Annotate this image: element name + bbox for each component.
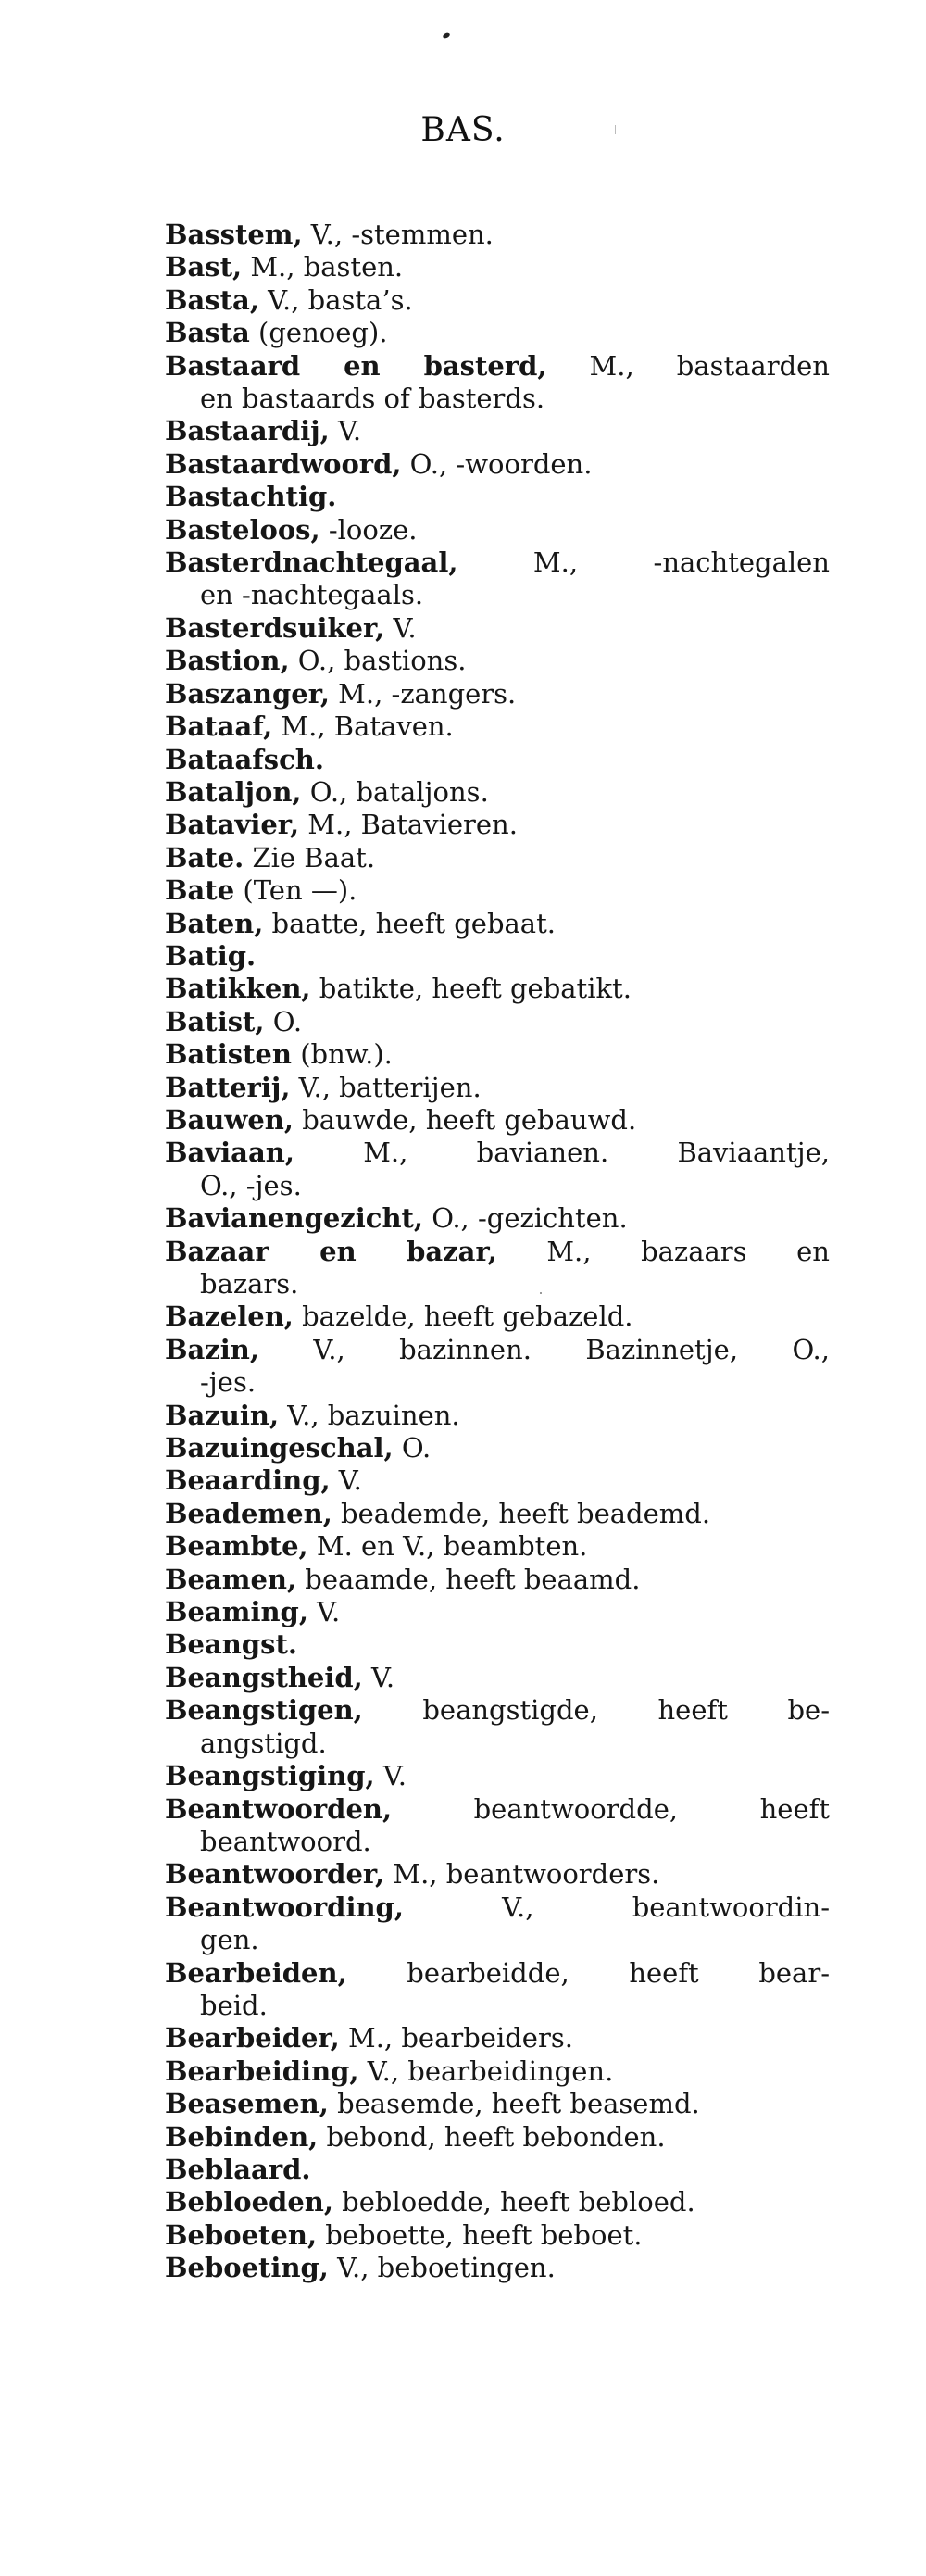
dictionary-entry — [165, 1038, 830, 1071]
dictionary-entry — [165, 1793, 830, 1859]
entry-first-line — [165, 1530, 830, 1563]
entry-headword: Bastaardij, — [165, 415, 330, 447]
entry-definition: (genoeg). — [249, 317, 388, 349]
dictionary-entry — [165, 940, 830, 973]
entry-headword: Beantwoorder, — [165, 1858, 385, 1891]
dictionary-entry — [165, 776, 830, 809]
entry-definition: M. en V., beambten. — [307, 1530, 588, 1563]
entry-first-line — [165, 1858, 830, 1891]
dictionary-entry — [165, 612, 830, 645]
entry-first-line — [165, 415, 830, 447]
entry-definition: O. — [393, 1432, 432, 1464]
entry-first-line — [165, 1564, 830, 1596]
entry-first-line — [165, 1400, 830, 1432]
entry-headword: Batikken, — [165, 973, 311, 1005]
entry-definition: V., basta’s. — [258, 283, 413, 316]
dictionary-entry — [165, 710, 830, 743]
entry-definition: V. — [362, 1661, 395, 1693]
entry-definition: M., basten. — [242, 251, 404, 283]
dictionary-entry — [165, 2022, 830, 2055]
entry-headword: Basterdnachtegaal, — [165, 547, 458, 579]
entry-definition: O., -gezichten. — [423, 1202, 628, 1235]
entry-definition: M., beantwoorders. — [384, 1858, 660, 1891]
dictionary-entry — [165, 842, 830, 874]
entry-headword: Beaarding, — [165, 1464, 331, 1497]
entry-headword: Beangstigen, — [165, 1694, 363, 1727]
entry-headword: Basta, — [165, 283, 259, 316]
entry-first-line — [165, 710, 830, 743]
entry-definition: beantwoordde, heeft — [392, 1792, 830, 1825]
entry-definition: M., bearbeiders. — [339, 2022, 573, 2055]
entry-definition: M., Bataven. — [272, 710, 454, 743]
entry-first-line — [165, 842, 830, 874]
dictionary-entry — [165, 1006, 830, 1038]
entry-continuation: beid. — [200, 1989, 268, 2021]
dictionary-entry — [165, 415, 830, 447]
entry-headword: Bate. — [165, 841, 244, 873]
entry-first-line — [165, 1596, 830, 1628]
entry-first-line — [165, 744, 830, 776]
entry-first-line — [165, 2088, 830, 2120]
entry-definition: beademde, heeft beademd. — [332, 1497, 711, 1529]
entry-headword: Basta — [165, 317, 250, 349]
entry-definition: batikte, heeft gebatikt. — [310, 973, 632, 1005]
entry-definition: M., -zangers. — [329, 677, 517, 710]
entry-headword: Beantwoorden, — [165, 1792, 393, 1825]
entry-headword: Bastaard en basterd, — [165, 349, 547, 382]
entry-definition: -looze. — [319, 513, 418, 546]
entry-definition: bazelde, heeft gebazeld. — [293, 1301, 633, 1333]
dictionary-entry — [165, 1498, 830, 1530]
dictionary-entry — [165, 744, 830, 776]
entry-first-line — [165, 678, 830, 710]
entry-definition: V. — [330, 1464, 362, 1497]
dictionary-entry — [165, 645, 830, 677]
dictionary-entry — [165, 1662, 830, 1694]
entry-headword: Bastaardwoord, — [165, 447, 402, 480]
entry-headword: Baszanger, — [165, 677, 330, 710]
dictionary-entry — [165, 1137, 830, 1202]
entry-headword: Bastachtig. — [165, 481, 337, 513]
entry-definition: M., bastaarden — [546, 349, 830, 382]
dictionary-entry — [165, 678, 830, 710]
entry-headword: Beamen, — [165, 1563, 297, 1595]
dictionary-entry — [165, 350, 830, 416]
entry-first-line — [165, 940, 830, 973]
dictionary-entry — [165, 514, 830, 547]
dictionary-entry — [165, 973, 830, 1005]
dictionary-entry — [165, 547, 830, 612]
dictionary-entry — [165, 251, 830, 283]
entry-definition: M., bazaars en — [496, 1235, 830, 1267]
entry-definition: V., beantwoordin- — [403, 1891, 830, 1923]
entry-headword: Bazin, — [165, 1333, 259, 1365]
entry-first-line — [165, 1628, 830, 1661]
dictionary-entry — [165, 1891, 830, 1957]
dictionary-entry — [165, 1301, 830, 1333]
entry-list — [165, 219, 830, 2285]
entry-headword: Beangst. — [165, 1628, 297, 1661]
entry-first-line — [165, 2252, 830, 2284]
entry-definition: V. — [329, 415, 362, 447]
entry-first-line — [165, 809, 830, 841]
dictionary-entry — [165, 1464, 830, 1497]
entry-headword: Beaming, — [165, 1596, 308, 1628]
entry-definition: bearbeidde, heeft bear- — [346, 1956, 830, 1989]
entry-definition: O., bataljons. — [301, 775, 489, 808]
entry-first-line — [165, 612, 830, 645]
dictionary-entry — [165, 2055, 830, 2088]
entry-headword: Basteloos, — [165, 513, 320, 546]
entry-first-line — [165, 481, 830, 513]
entry-headword: Bazuingeschal, — [165, 1432, 394, 1464]
entry-continuation: gen. — [200, 1924, 259, 1956]
entry-first-line — [165, 908, 830, 940]
entry-headword: Beboeting, — [165, 2252, 329, 2284]
entry-first-line — [165, 1334, 830, 1366]
entry-headword: Basstem, — [165, 219, 303, 250]
entry-headword: Bataaf, — [165, 710, 273, 743]
entry-headword: Batig. — [165, 939, 257, 972]
entry-definition: (bnw.). — [291, 1038, 393, 1071]
entry-definition: V., bearbeidingen. — [358, 2055, 614, 2087]
entry-continuation: O., -jes. — [200, 1169, 302, 1201]
entry-headword: Bavianengezicht, — [165, 1202, 424, 1235]
entry-first-line — [165, 1006, 830, 1038]
entry-first-line — [165, 776, 830, 809]
entry-first-line — [165, 1432, 830, 1464]
entry-headword: Bearbeider, — [165, 2022, 340, 2055]
entry-headword: Basterdsuiker, — [165, 611, 385, 644]
dictionary-entry — [165, 2088, 830, 2120]
dictionary-entry — [165, 1596, 830, 1628]
entry-first-line — [165, 1694, 830, 1727]
entry-headword: Beademen, — [165, 1497, 332, 1529]
entry-headword: Bazelen, — [165, 1301, 294, 1333]
dictionary-entry — [165, 481, 830, 513]
entry-definition: beangstigde, heeft be- — [362, 1694, 830, 1727]
dictionary-entry — [165, 1104, 830, 1137]
entry-headword: Bearbeiden, — [165, 1956, 347, 1989]
entry-definition: M., Batavieren. — [299, 809, 518, 841]
dictionary-entry — [165, 1432, 830, 1464]
entry-first-line — [165, 547, 830, 579]
entry-headword: Beambte, — [165, 1530, 308, 1563]
entry-first-line — [165, 1464, 830, 1497]
entry-first-line — [165, 2022, 830, 2055]
entry-headword: Batavier, — [165, 809, 300, 841]
entry-first-line — [165, 1202, 830, 1235]
entry-first-line — [165, 1957, 830, 1990]
entry-headword: Batisten — [165, 1038, 292, 1071]
dictionary-entry — [165, 1694, 830, 1760]
entry-definition: Zie Baat. — [244, 841, 376, 873]
entry-continuation: bazars. — [200, 1268, 299, 1300]
dictionary-entry — [165, 2186, 830, 2218]
entry-first-line — [165, 973, 830, 1005]
entry-headword: Bebloeden, — [165, 2186, 333, 2218]
dictionary-entry — [165, 1236, 830, 1301]
ink-speck — [442, 32, 450, 40]
entry-headword: Beblaard. — [165, 2153, 311, 2185]
dictionary-entry — [165, 1334, 830, 1400]
entry-headword: Batterij, — [165, 1071, 291, 1103]
entry-first-line — [165, 251, 830, 283]
dictionary-entry — [165, 2121, 830, 2154]
entry-first-line — [165, 514, 830, 547]
entry-headword: Baten, — [165, 907, 264, 939]
entry-first-line — [165, 448, 830, 481]
entry-first-line — [165, 2219, 830, 2252]
dictionary-entry — [165, 284, 830, 317]
dictionary-entry — [165, 874, 830, 907]
entry-definition: baatte, heeft gebaat. — [263, 907, 556, 939]
entry-definition: M., bavianen. Baviaantje, — [294, 1137, 830, 1169]
entry-headword: Bataljon, — [165, 775, 302, 808]
entry-headword: Beangstheid, — [165, 1661, 363, 1693]
entry-first-line — [165, 1793, 830, 1826]
dictionary-entry — [165, 2252, 830, 2284]
entry-definition: O. — [264, 1005, 303, 1037]
entry-first-line — [165, 1760, 830, 1792]
entry-definition: bebond, heeft bebonden. — [318, 2120, 666, 2153]
entry-definition: beaamde, heeft beaamd. — [296, 1563, 641, 1595]
entry-continuation: -jes. — [200, 1366, 257, 1399]
entry-first-line — [165, 1498, 830, 1530]
page-header: BAS. — [420, 111, 506, 149]
entry-headword: Bauwen, — [165, 1103, 294, 1136]
entry-first-line — [165, 1891, 830, 1924]
entry-first-line — [165, 1662, 830, 1694]
entry-definition: bauwde, heeft gebauwd. — [293, 1103, 637, 1136]
entry-definition: V., -stemmen. — [302, 219, 494, 250]
entry-definition: V. — [307, 1596, 341, 1628]
entry-first-line — [165, 1072, 830, 1104]
entry-continuation: en -nachtegaals. — [200, 579, 424, 611]
entry-first-line — [165, 284, 830, 317]
dictionary-entry — [165, 1957, 830, 2023]
entry-definition: (Ten —). — [234, 874, 357, 907]
entry-first-line — [165, 317, 830, 349]
entry-headword: Beangstiging, — [165, 1760, 375, 1792]
entry-definition: V., bazinnen. Bazinnetje, O., — [258, 1333, 830, 1365]
entry-first-line — [165, 874, 830, 907]
entry-definition: beasemde, heeft beasemd. — [328, 2088, 700, 2120]
dictionary-entry — [165, 908, 830, 940]
dictionary-entry — [165, 1400, 830, 1432]
entry-first-line — [165, 1301, 830, 1333]
entry-headword: Bazaar en bazar, — [165, 1235, 497, 1267]
entry-definition: bebloedde, heeft bebloed. — [332, 2186, 695, 2218]
entry-headword: Bataafsch. — [165, 743, 324, 775]
dictionary-entry — [165, 448, 830, 481]
entry-definition: beboette, heeft beboet. — [317, 2218, 643, 2251]
entry-definition: V., beboetingen. — [328, 2252, 556, 2284]
entry-first-line — [165, 2121, 830, 2154]
entry-first-line — [165, 1236, 830, 1268]
entry-continuation: en bastaards of basterds. — [200, 383, 545, 415]
entry-first-line — [165, 2154, 830, 2186]
dictionary-entry — [165, 1564, 830, 1596]
dictionary-entry — [165, 809, 830, 841]
entry-headword: Bastion, — [165, 645, 290, 677]
entry-first-line — [165, 1104, 830, 1137]
entry-headword: Bazuin, — [165, 1399, 280, 1431]
dictionary-entry — [165, 1072, 830, 1104]
entry-headword: Beboeten, — [165, 2218, 318, 2251]
entry-first-line — [165, 2055, 830, 2088]
entry-headword: Bast, — [165, 251, 243, 283]
entry-definition: V. — [384, 611, 417, 644]
dictionary-entry — [165, 219, 830, 251]
entry-continuation: beantwoord. — [200, 1825, 371, 1857]
entry-first-line — [165, 1137, 830, 1169]
entry-definition: O., -woorden. — [401, 447, 593, 480]
entry-headword: Bebinden, — [165, 2120, 319, 2153]
entry-definition: O., bastions. — [289, 645, 467, 677]
entry-headword: Bate — [165, 874, 235, 907]
entry-headword: Bearbeiding, — [165, 2055, 359, 2087]
dictionary-entry — [165, 1530, 830, 1563]
entry-first-line — [165, 2186, 830, 2218]
entry-headword: Baviaan, — [165, 1137, 294, 1169]
entry-first-line — [165, 219, 830, 251]
entry-continuation: angstigd. — [200, 1727, 327, 1759]
entry-first-line — [165, 645, 830, 677]
dictionary-entry — [165, 1628, 830, 1661]
dictionary-entry — [165, 2154, 830, 2186]
entry-headword: Beantwoording, — [165, 1891, 404, 1923]
dictionary-entry — [165, 1858, 830, 1891]
entry-definition: V., bazuinen. — [279, 1399, 460, 1431]
dictionary-entry — [165, 1760, 830, 1792]
entry-first-line — [165, 350, 830, 383]
dictionary-entry — [165, 1202, 830, 1235]
entry-headword: Beasemen, — [165, 2088, 329, 2120]
dictionary-entry — [165, 317, 830, 349]
entry-first-line — [165, 1038, 830, 1071]
entry-definition: V. — [374, 1760, 407, 1792]
entry-definition: M., -nachtegalen — [457, 547, 830, 579]
dictionary-entry — [165, 2219, 830, 2252]
entry-definition: V., batterijen. — [290, 1071, 482, 1103]
entry-headword: Batist, — [165, 1005, 265, 1037]
